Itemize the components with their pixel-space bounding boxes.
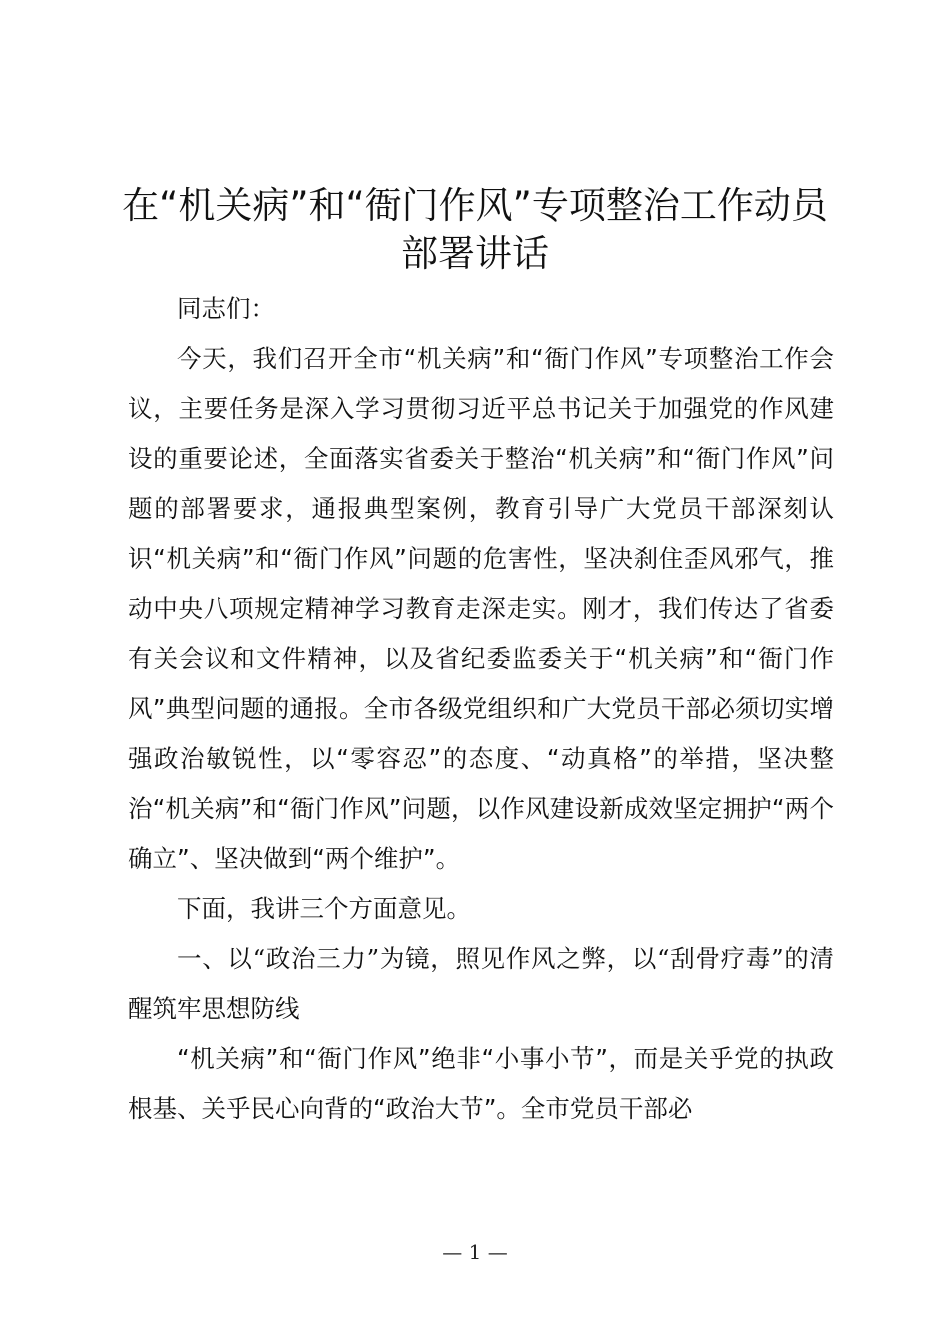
page-number: — 1 — bbox=[442, 1240, 508, 1264]
paragraph-intro: 今天，我们召开全市“机关病”和“衙门作风”专项整治工作会议，主要任务是深入学习贯彻习近平总书记关于加强党的作风建设的重要论述，全面落实省委关于整治“机关病”和“衙门作风”问题的部署要求，通报典型案例，教育引导广大党员干部深刻认识“机关病”和“衙门作风”问题的危害性，坚决刹住歪风邪气，推动中央八项规定精神学习教育走深走实。刚才，我们传达了省委有关会议和文件精神，以及省纪委监委关于“机关病”和“衙门作风”典型问题的通报。全市各级党组织和广大党员干部必须切实增强政治敏锐性，以“零容忍”的态度、“动真格”的举措，坚决整治“机关病”和“衙门作风”问题，以作风建设新成效坚定拥护“两个确立”、坚决做到“两个维护”。 bbox=[128, 344, 834, 873]
paragraph-outline: 下面，我讲三个方面意见。 bbox=[177, 894, 471, 923]
document-title: 在“机关病”和“衙门作风”专项整治工作动员部署讲话 bbox=[122, 184, 828, 275]
document-body bbox=[128, 284, 834, 1134]
paragraph-section-1: “机关病”和“衙门作风”绝非“小事小节”，而是关乎党的执政根基、关乎民心向背的“政治大节”。全市党员干部必 bbox=[128, 1044, 834, 1123]
greeting: 同志们： bbox=[177, 294, 275, 323]
section-heading-1: 一、以“政治三力”为镜，照见作风之弊，以“刮骨疗毒”的清醒筑牢思想防线 bbox=[128, 944, 834, 1023]
